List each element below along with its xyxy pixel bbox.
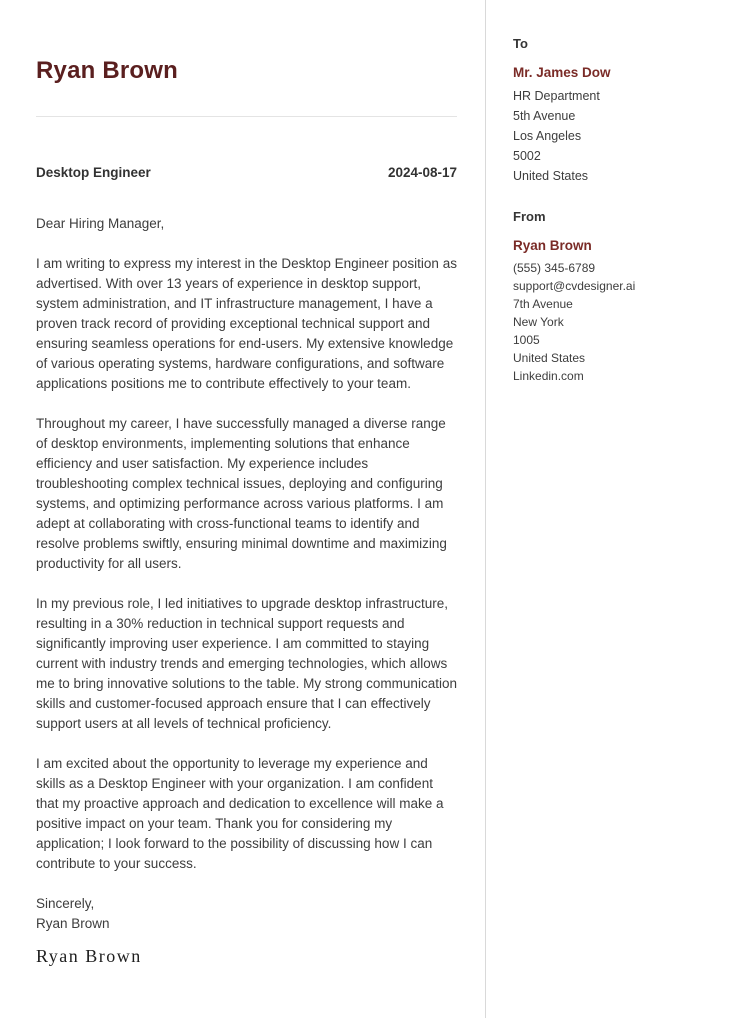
letter-paragraph-4: I am excited about the opportunity to leverage my experience and skills as a Desktop Engineer with your organization. I am confident that my proactive approach and dedication to excellence will make a positive impact on your team. Thank you for considering my application; I look forward to the possibility of discussing how I can contribute to your success. bbox=[36, 756, 444, 871]
closing-sincerely: Sincerely, bbox=[36, 896, 95, 911]
recipient-street: 5th Avenue bbox=[513, 109, 576, 123]
closing-block bbox=[36, 894, 457, 934]
letter-paragraph-2: Throughout my career, I have successfully managed a diverse range of desktop environments, implementing solutions that enhance efficiency and user satisfaction. My experience includes troubleshooting complex technical issues, deploying and configuring systems, and optimizing performance across various platforms. I am adept at collaborating with cross-functional teams to identify and resolve problems swiftly, ensuring minimal downtime and maximizing productivity for all users. bbox=[36, 416, 447, 571]
letter-date: 2024-08-17 bbox=[387, 165, 457, 180]
closing-name: Ryan Brown bbox=[36, 916, 110, 931]
sender-city: New York bbox=[513, 315, 564, 329]
recipient-department: HR Department bbox=[513, 89, 600, 103]
sender-country: United States bbox=[513, 351, 586, 365]
from-section-label: From bbox=[513, 209, 546, 224]
letter-paragraph-3: In my previous role, I led initiatives to upgrade desktop infrastructure, resulting in a 30% reduction in technical support requests and significantly improving user experience. I am committed to staying current with industry trends and emerging technologies, which allows me to bring innovative solutions to the table. My strong communication skills and customer-focused approach ensure that I can effectively support users at all levels of technical proficiency. bbox=[36, 596, 457, 731]
to-section-label: To bbox=[513, 36, 528, 51]
recipient-city: Los Angeles bbox=[513, 129, 582, 143]
title-divider-line bbox=[36, 116, 457, 117]
sender-name: Ryan Brown bbox=[513, 238, 592, 253]
contact-sidebar bbox=[513, 0, 713, 385]
sender-street: 7th Avenue bbox=[513, 297, 573, 311]
letter-author-title: Ryan Brown bbox=[36, 57, 179, 84]
sender-phone: (555) 345-6789 bbox=[513, 261, 596, 275]
recipient-country: United States bbox=[513, 169, 589, 183]
sender-postal-code: 1005 bbox=[513, 333, 540, 347]
recipient-address-list bbox=[513, 86, 713, 186]
vertical-divider-line bbox=[485, 0, 486, 1018]
sender-linkedin: Linkedin.com bbox=[513, 369, 584, 383]
recipient-name: Mr. James Dow bbox=[513, 65, 611, 80]
letter-body-column bbox=[36, 0, 457, 968]
handwritten-signature: Ryan Brown bbox=[36, 946, 142, 966]
recipient-postal-code: 5002 bbox=[513, 149, 541, 163]
letter-meta-row bbox=[36, 165, 457, 180]
sender-email: support@cvdesigner.ai bbox=[513, 279, 636, 293]
salutation: Dear Hiring Manager, bbox=[36, 216, 165, 231]
letter-paragraph-1: I am writing to express my interest in the Desktop Engineer position as advertised. With over 13 years of experience in desktop support, system administration, and IT infrastructure management, I have a proven track record of providing exceptional technical support and ensuring seamless operations for end-users. My extensive knowledge of various operating systems, hardware configurations, and software applications positions me to contribute effectively to your team. bbox=[36, 256, 457, 391]
job-title: Desktop Engineer bbox=[36, 165, 151, 180]
sender-contact-list bbox=[513, 259, 713, 385]
